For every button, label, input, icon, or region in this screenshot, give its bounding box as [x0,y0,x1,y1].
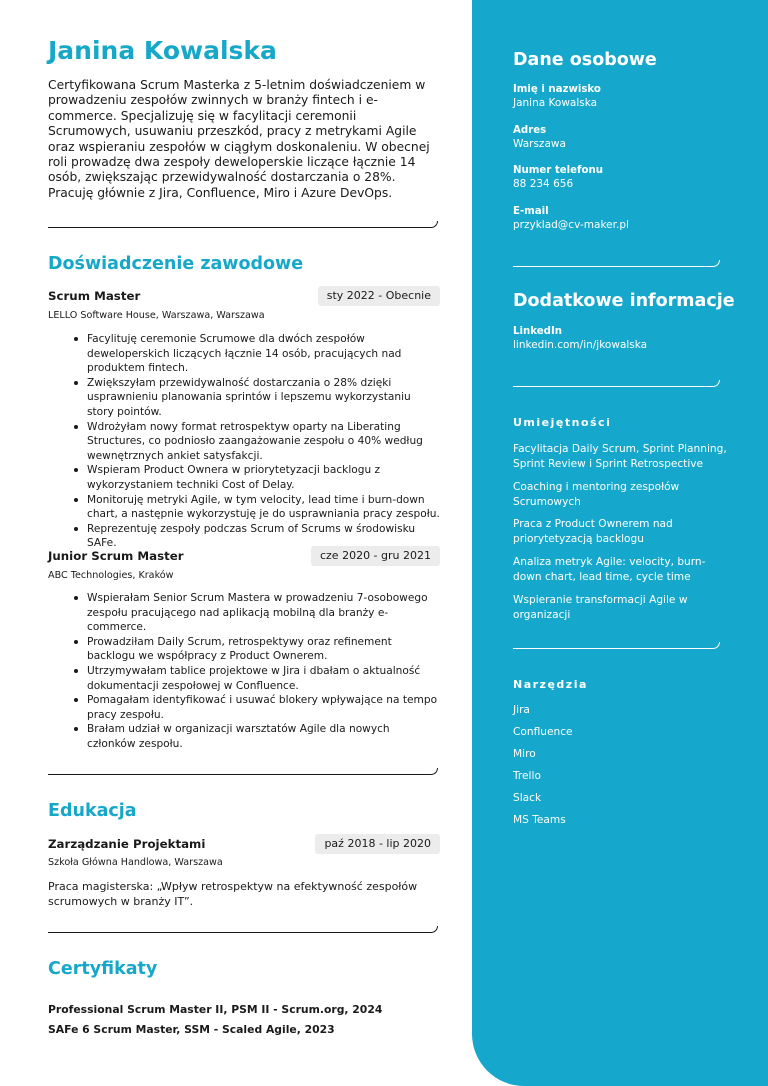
personal-label: Adres [513,125,547,136]
tool-item: Jira [513,704,530,716]
job-company: ABC Technologies, Kraków [48,570,174,581]
experience-heading: Doświadczenie zawodowe [48,254,304,274]
education-dates-badge: paź 2018 - lip 2020 [315,834,440,854]
personal-value: 88 234 656 [513,178,574,190]
list-item: Facylituję ceremonie Scrumowe dla dwóch zespołów deweloperskich liczących łącznie 14 osób, pracujących nad produktem fintech. [87,332,440,376]
school-name: Szkoła Główna Handlowa, Warszawa [48,857,223,868]
list-item: Wdrożyłam nowy format retrospektyw oparty na Liberating Structures, co podniosło zaangażowanie zespołu o 40% według wewnętrznych ankiet satysfakcji. [87,420,440,464]
job-dates-badge: sty 2022 - Obecnie [318,286,440,306]
list-item: Prowadziłam Daily Scrum, retrospektywy oraz refinement backlogu we współpracy z Product Ownerem. [87,635,440,664]
candidate-name: Janina Kowalska [48,36,277,65]
job-dates-badge: cze 2020 - gru 2021 [311,546,440,566]
list-item: Reprezentuję zespoły podczas Scrum of Scrums w środowisku SAFe. [87,522,440,551]
certificate-item: Professional Scrum Master II, PSM II - Scrum.org, 2024 [48,1003,383,1016]
personal-label: Numer telefonu [513,165,603,176]
skill-item: Analiza metryk Agile: velocity, burn-down chart, lead time, cycle time [513,556,706,584]
profile-summary: Certyfikowana Scrum Masterka z 5-letnim doświadczeniem w prowadzeniu zespołów zwinnych w branży fintech i e-commerce. Specjalizuję się w facylitacji ceremonii Scrumowych, usuwaniu przeszkód, pracy z metrykami Agile oraz wspieraniu zespołów w ciągłym doskonaleniu. W obecnej roli prowadzę dwa zespoły deweloperskie liczące łącznie 14 osób, zwiększając przewidywalność dostarczania o 28%. Pracuję głównie z Jira, Confluence, Miro i Azure DevOps. [48,78,430,200]
list-item: Wspieram Product Ownera w priorytetyzacji backlogu z wykorzystaniem techniki Cost of Delay. [87,463,440,492]
section-divider [48,221,438,228]
sidebar [472,0,768,1086]
tool-item: Slack [513,792,542,804]
additional-info-heading: Dodatkowe informacje [513,291,735,311]
list-item: Utrzymywałam tablice projektowe w Jira i dbałam o aktualność dokumentacji zespołowej w Confluence. [87,664,440,693]
skill-item: Coaching i mentoring zespołów Scrumowych [513,481,680,509]
personal-value: Warszawa [513,138,566,150]
tool-item: Confluence [513,726,573,738]
list-item: Wspierałam Senior Scrum Mastera w prowadzeniu 7-osobowego zespołu pracującego nad aplikacją mobilną dla branży e-commerce. [87,591,440,635]
skill-item: Praca z Product Ownerem nad priorytetyzacją backlogu [513,518,673,546]
linkedin-label: LinkedIn [513,326,562,337]
tool-item: Trello [513,770,541,782]
certificates-heading: Certyfikaty [48,959,158,979]
list-item: Brałam udział w organizacji warsztatów Agile dla nowych członków zespołu. [87,722,440,751]
job-responsibilities [87,332,440,551]
job-company: LELLO Software House, Warszawa, Warszawa [48,310,265,321]
tool-item: MS Teams [513,814,566,826]
sidebar-divider [513,380,720,387]
skill-item: Wspieranie transformacji Agile w organizacji [513,594,688,622]
personal-label: E-mail [513,206,549,217]
degree-title: Zarządzanie Projektami [48,837,206,851]
certificate-item: SAFe 6 Scrum Master, SSM - Scaled Agile, 2023 [48,1023,335,1036]
list-item: Monitoruję metryki Agile, w tym velocity, lead time i burn-down chart, a następnie wykorzystuję je do usprawniania pracy zespołu. [87,493,440,521]
job-responsibilities [87,591,440,752]
tools-heading: Narzędzia [513,678,588,691]
personal-value: Janina Kowalska [513,97,598,109]
skill-item: Facylitacja Daily Scrum, Sprint Planning, Sprint Review i Sprint Retrospective [513,443,727,471]
list-item: Zwiększyłam przewidywalność dostarczania o 28% dzięki usprawnieniu planowania sprintów i lepszemu wykorzystaniu story pointów. [87,376,440,420]
personal-label: Imię i nazwisko [513,84,601,95]
job-title: Scrum Master [48,289,141,303]
section-divider [48,768,438,775]
list-item: Pomagałam identyfikować i usuwać blokery wpływające na tempo pracy zespołu. [87,693,440,722]
sidebar-divider [513,642,720,649]
section-divider [48,926,438,933]
skills-heading: Umiejętności [513,416,612,429]
education-description: Praca magisterska: „Wpływ retrospektyw na efektywność zespołów scrumowych w branży IT”. [48,880,418,908]
personal-data-heading: Dane osobowe [513,50,657,70]
email-value: przyklad@cv-maker.pl [513,219,629,231]
sidebar-divider [513,260,720,267]
tool-item: Miro [513,748,536,760]
education-heading: Edukacja [48,801,137,821]
job-title: Junior Scrum Master [48,549,184,563]
linkedin-value: linkedin.com/in/jkowalska [513,339,648,351]
